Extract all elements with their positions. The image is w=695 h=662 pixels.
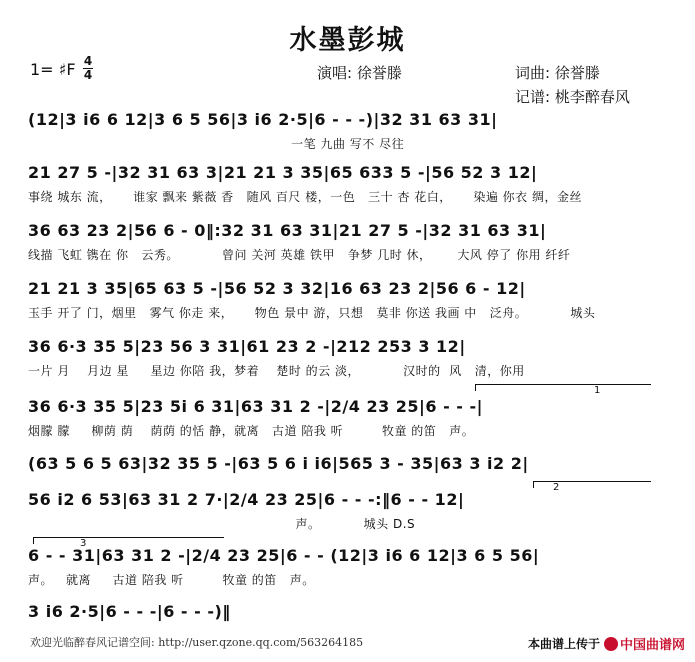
notes: 56 i2 6 53|63 31 2 7·|2/4 23 25|6 - - -:‖6 - - 12| [28,490,465,509]
lyrics: 烟朦 朦 柳荫 荫 荫荫 的恬 静，就离 古道 陪我 听 牧童 的笛 声。 [28,424,475,438]
key-signature: 1= ♯F [30,60,76,79]
lyrics: 声。 就离 古道 陪我 听 牧童 的笛 声。 [28,573,315,587]
lyrics: 声。 城头 D.S [28,517,416,531]
notes: 36 6·3 35 5|23 56 3 31|61 23 2 -|212 253 3 12| [28,337,466,356]
lyrics: 一笔 九曲 写不 尽往 [28,137,405,151]
upload-credit [528,634,685,653]
lyrics: 线描 飞虹 镌在 你 云秀。 曾问 关河 英雄 铁甲 争梦 几时 休， 大风 停了 你用 纤纤 [28,248,571,262]
notes: (63 5 6 5 63|32 35 5 -|63 5 6 i i6|565 3 - 35|63 3 i2 2| [28,454,529,473]
lyrics: 事绕 城东 流， 谁家 飘来 紫薇 香 随风 百尺 楼，一色 三十 杏 花白， 染遍 你衣 绸，金丝 [28,190,582,204]
lyrics: 一片 月 月边 星 星边 你陪 我，梦着 楚时 的云 淡， 汉时的 风 清，你用 [28,364,525,378]
time-signature [83,55,93,82]
song-title: 水墨彭城 [289,25,406,56]
transcriber-credit: 记谱: 桃李醉春风 [515,88,630,106]
notes: 3 i6 2·5|6 - - -|6 - - -)‖ [28,602,231,621]
time-top: 4 [83,54,93,68]
notes: (12|3 i6 6 12|3 6 5 56|3 i6 2·5|6 - - -)|32 31 63 31| [28,110,498,129]
logo-icon [604,637,618,651]
notes: 6 - - 31|63 31 2 -|2/4 23 25|6 - - (12|3 i6 6 12|3 6 5 56| [28,546,540,565]
notes: 21 27 5 -|32 31 63 3|21 21 3 35|65 633 5 -|56 52 3 12| [28,163,538,182]
upload-label: 本曲谱上传于 [527,637,600,651]
lyrics: 玉手 开了 门，烟里 雾气 你走 来， 物色 景中 游，只想 莫非 你送 我画 中 泛舟。 城头 [28,306,596,320]
site-name: 中国曲谱网 [619,638,685,653]
singer-credit: 演唱: 徐誉滕 [317,64,402,82]
notes: 36 6·3 35 5|23 5i 6 31|63 31 2 -|2/4 23 25|6 - - -| [28,397,483,416]
welcome-text: 欢迎光临醉春风记谱空间: http://user.qzone.qq.com/563264185 [30,636,364,649]
site-logo [604,634,685,653]
time-bottom: 4 [83,68,93,82]
notes: 21 21 3 35|65 63 5 -|56 52 3 32|16 63 23 2|56 6 - 12| [28,279,526,298]
composer-credit: 词曲: 徐誉滕 [515,64,600,82]
notes: 36 63 23 2|56 6 - 0‖:32 31 63 31|21 27 5 -|32 31 63 31| [28,221,547,240]
